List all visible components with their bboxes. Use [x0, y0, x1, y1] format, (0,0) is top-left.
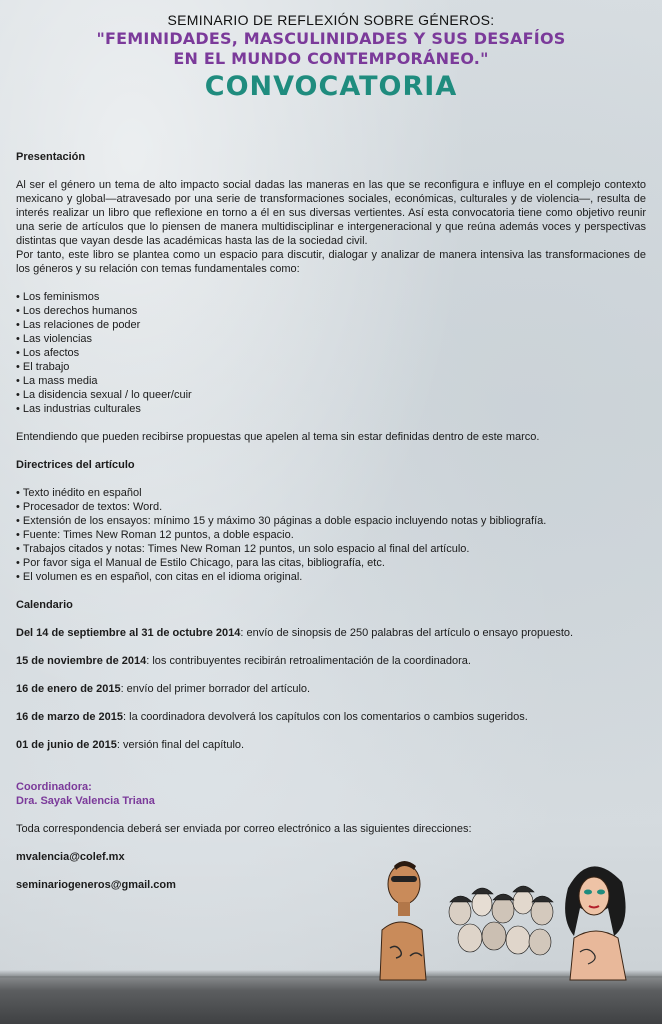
- presentacion-closing: Entendiendo que pueden recibirse propuestas que apelen al tema sin estar definidas dentro de este marco.: [16, 431, 540, 443]
- ground-strip: [0, 976, 662, 1024]
- list-item: • Trabajos citados y notas: Times New Roman 12 puntos, un solo espacio al final del artículo.: [16, 542, 646, 556]
- list-item: • El trabajo: [16, 360, 646, 374]
- coordinator-name: Dra. Sayak Valencia Triana: [16, 795, 155, 807]
- list-item: • Las violencias: [16, 332, 646, 346]
- list-item: • El volumen es en español, con citas en el idioma original.: [16, 570, 646, 584]
- list-item: • Procesador de textos: Word.: [16, 500, 646, 514]
- list-item: • Extensión de los ensayos: mínimo 15 y máximo 30 páginas a doble espacio incluyendo notas y bibliografía.: [16, 514, 646, 528]
- topics-list: [16, 290, 646, 416]
- seminar-subtitle-2: EN EL MUNDO CONTEMPORÁNEO.": [173, 49, 489, 68]
- calendar-entry: 16 de marzo de 2015: la coordinadora devolverá los capítulos con los comentarios o cambios sugeridos.: [16, 711, 528, 723]
- document-body: [16, 150, 646, 892]
- illustration-artwork: [360, 852, 640, 982]
- calendar-date: 15 de noviembre de 2014: [16, 655, 147, 667]
- coordinator-label: Coordinadora:: [16, 781, 92, 793]
- calendar-entry: 15 de noviembre de 2014: los contribuyentes recibirán retroalimentación de la coordinadora.: [16, 655, 471, 667]
- list-item: • La disidencia sexual / lo queer/cuir: [16, 388, 646, 402]
- list-item: • Los afectos: [16, 346, 646, 360]
- calendar-date: 16 de marzo de 2015: [16, 711, 124, 723]
- seminar-line: SEMINARIO DE REFLEXIÓN SOBRE GÉNEROS:: [167, 12, 495, 28]
- list-item: • Las industrias culturales: [16, 402, 646, 416]
- calendar-entry: 01 de junio de 2015: versión final del capítulo.: [16, 739, 245, 751]
- seminar-subtitle-1: "FEMINIDADES, MASCULINIDADES Y SUS DESAFÍOS: [96, 29, 566, 48]
- directrices-list: [16, 486, 646, 584]
- list-item: • Texto inédito en español: [16, 486, 646, 500]
- directrices-heading: Directrices del artículo: [16, 459, 135, 471]
- contact-instruction: Toda correspondencia deberá ser enviada por correo electrónico a las siguientes direcciones:: [16, 823, 472, 835]
- page-title: CONVOCATORIA: [204, 71, 458, 102]
- list-item: • Los feminismos: [16, 290, 646, 304]
- email-link-1[interactable]: mvalencia@colef.mx: [16, 851, 125, 863]
- list-item: • Los derechos humanos: [16, 304, 646, 318]
- email-link-2[interactable]: seminariogeneros@gmail.com: [16, 879, 176, 891]
- man-figure: [380, 861, 426, 980]
- crowd-illustration: [449, 886, 553, 955]
- calendario-heading: Calendario: [16, 599, 73, 611]
- list-item: • Por favor siga el Manual de Estilo Chicago, para las citas, bibliografía, etc.: [16, 556, 646, 570]
- calendar-date: Del 14 de septiembre al 31 de octubre 2014: [16, 627, 241, 639]
- presentacion-heading: Presentación: [16, 151, 86, 163]
- header: [0, 12, 662, 103]
- calendar-entry: 16 de enero de 2015: envío del primer borrador del artículo.: [16, 683, 311, 695]
- presentacion-paragraph-2: Por tanto, este libro se plantea como un espacio para discutir, dialogar y analizar de manera intensiva las transformaciones de los géneros y su relación con temas fundamentales como:: [16, 249, 646, 275]
- list-item: • Las relaciones de poder: [16, 318, 646, 332]
- woman-figure: [565, 866, 626, 980]
- list-item: • La mass media: [16, 374, 646, 388]
- presentacion-paragraph-1: Al ser el género un tema de alto impacto social dadas las maneras en las que se reconfigura e influye en el complejo contexto mexicano y global—atravesado por una serie de transformaciones sociales, económicas, culturales y de violencia—, resulta de interés realizar un libro que reflexione en torno a él en sus diversas vertientes. Así esta convocatoria tiene como objetivo reunir una serie de artículos que lo piensen de manera multidisciplinar e intergeneracional y que reúna además voces y perspectivas distintas que vayan desde las académicas hasta las de la sociedad civil.: [16, 179, 646, 247]
- list-item: • Fuente: Times New Roman 12 puntos, a doble espacio.: [16, 528, 646, 542]
- calendar-entry: Del 14 de septiembre al 31 de octubre 2014: envío de sinopsis de 250 palabras del artículo o ensayo propuesto.: [16, 627, 574, 639]
- calendar-date: 01 de junio de 2015: [16, 739, 117, 751]
- calendar-date: 16 de enero de 2015: [16, 683, 121, 695]
